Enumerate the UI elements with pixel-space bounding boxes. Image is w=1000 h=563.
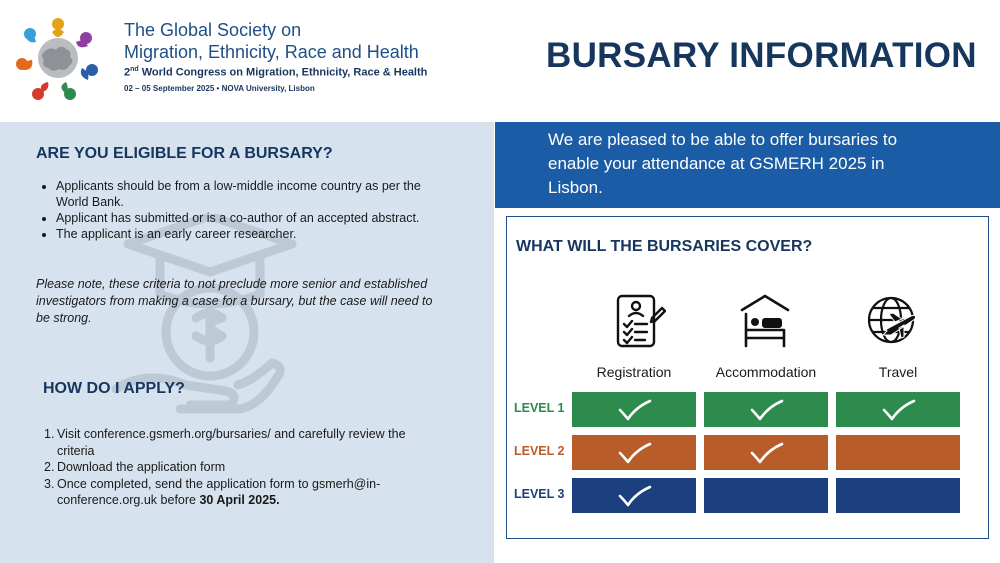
column-label-travel: Travel [878, 364, 918, 380]
list-item: • Applicant has submitted or is a co-author of an accepted abstract. [56, 210, 426, 226]
coverage-cell [704, 435, 828, 470]
society-logo-icon [12, 12, 104, 104]
deadline-date: 30 April 2025. [199, 493, 280, 507]
level-label: LEVEL 2 [514, 444, 565, 458]
coverage-heading: WHAT WILL THE BURSARIES COVER? [516, 238, 813, 255]
header [0, 0, 1000, 122]
clipboard-checklist-icon [612, 292, 666, 350]
checkmark-icon [616, 398, 652, 422]
list-item: 1. Visit conference.gsmerh.org/bursaries/ and carefully review the criteria [44, 427, 406, 458]
page-title: BURSARY INFORMATION [546, 36, 977, 75]
eligibility-list [56, 178, 426, 242]
globe-plane-icon [865, 292, 919, 350]
level-label: LEVEL 3 [514, 487, 565, 501]
coverage-cell [704, 478, 828, 513]
intro-text: We are pleased to be able to offer bursaries to enable your attendance at GSMERH 2025 in Lisbon. [548, 130, 898, 197]
eligibility-note: Please note, these criteria to not preclude more senior and established investigators from making a case for a bursary, but the case will need to be strong. [36, 277, 433, 325]
checkmark-icon [880, 398, 916, 422]
intro-banner [495, 122, 1000, 208]
column-label-registration: Registration [596, 364, 672, 380]
coverage-cell [704, 392, 828, 427]
coverage-box [506, 216, 989, 539]
list-item: 3. Once completed, send the application form to gsmerh@in-conference.org.uk before 30 April 2025. [44, 476, 381, 507]
list-item: • Applicants should be from a low-middle income country as per the World Bank. [56, 178, 426, 210]
list-item: 2. Download the application form [44, 460, 226, 474]
coverage-cell [572, 392, 696, 427]
congress-dates: 02 – 05 September 2025 • NOVA University, Lisbon [124, 84, 315, 93]
level-label: LEVEL 1 [514, 401, 565, 415]
checkmark-icon [616, 441, 652, 465]
list-item: • The applicant is an early career researcher. [56, 226, 426, 242]
coverage-cell [836, 478, 960, 513]
checkmark-icon [748, 398, 784, 422]
coverage-cell [836, 435, 960, 470]
checkmark-icon [616, 484, 652, 508]
bed-icon [738, 292, 792, 350]
coverage-cell [836, 392, 960, 427]
apply-steps [44, 426, 424, 509]
checkmark-icon [748, 441, 784, 465]
apply-heading: HOW DO I APPLY? [43, 380, 185, 397]
society-name: The Global Society on Migration, Ethnicity, Race and Health [124, 20, 419, 62]
eligibility-heading: ARE YOU ELIGIBLE FOR A BURSARY? [36, 145, 333, 162]
coverage-cell [572, 435, 696, 470]
coverage-cell [572, 478, 696, 513]
left-panel [0, 122, 494, 563]
column-label-accommodation: Accommodation [715, 364, 817, 380]
congress-title: 2nd World Congress on Migration, Ethnicity, Race & Health [124, 66, 428, 79]
